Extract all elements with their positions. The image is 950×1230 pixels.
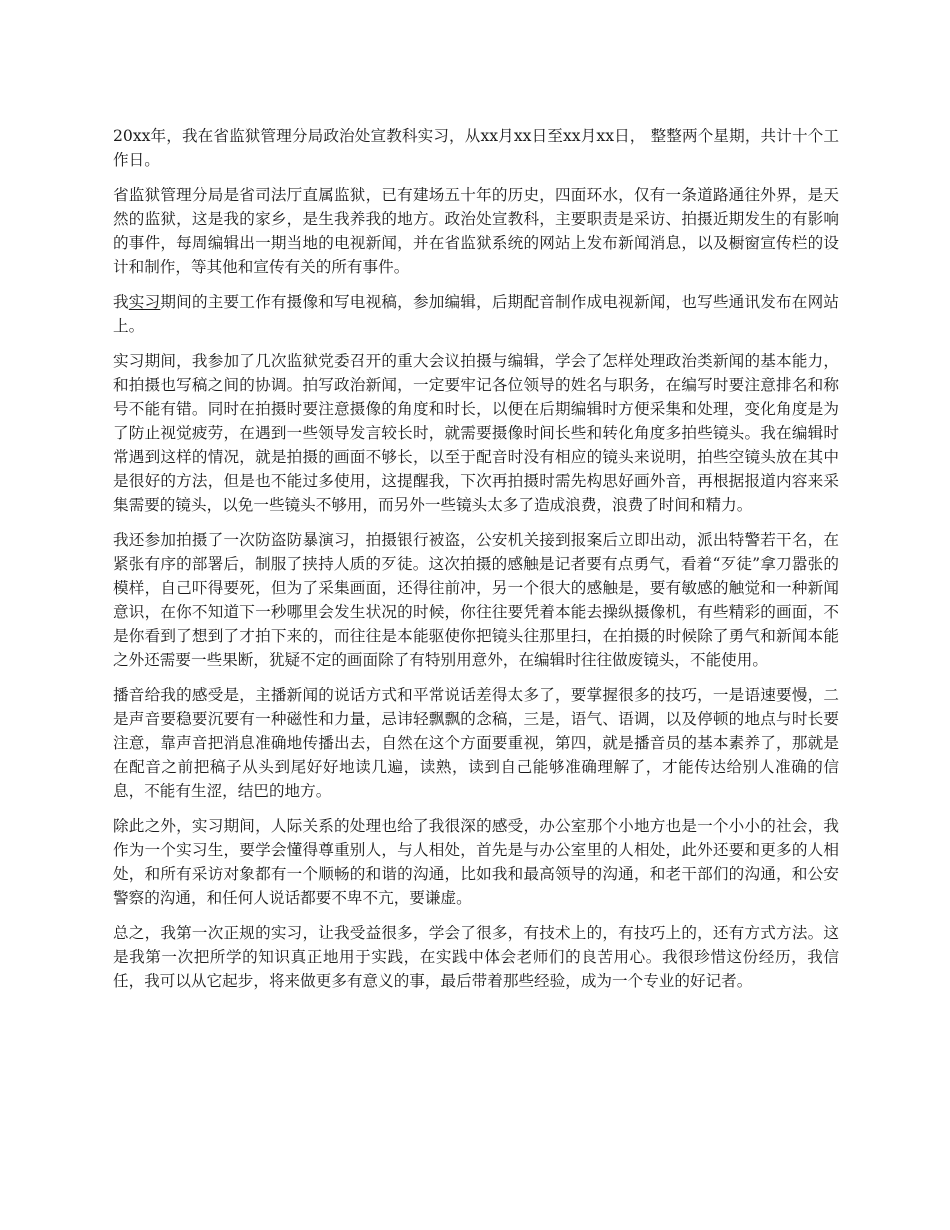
paragraph-3-rest: 期间的主要工作有摄像和写电视稿，参加编辑，后期配音制作成电视新闻，也写些通讯发布在网站上。: [113, 293, 839, 335]
document-body: [113, 124, 839, 1004]
paragraph-2: 省监狱管理分局是省司法厅直属监狱，已有建场五十年的历史，四面环水，仅有一条道路通往外界，是天然的监狱，这是我的家乡，是生我养我的地方。政治处宣教科，主要职责是采访、拍摄近期发生的有影响的事件，每周编辑出一期当地的电视新闻，并在省监狱系统的网站上发布新闻消息，以及橱窗宣传栏的设计和制作，等其他和宣传有关的所有事件。: [113, 186, 839, 276]
paragraph-3-lead: 我: [113, 293, 129, 311]
paragraph-3: [113, 290, 839, 338]
paragraph-6: 播音给我的感受是，主播新闻的说话方式和平常说话差得太多了，要掌握很多的技巧，一是语速要慢，二是声音要稳要沉要有一种磁性和力量，忌讳轻飘飘的念稿，三是，语气、语调，以及停顿的地点与时长要注意，靠声音把消息准确地传播出去，自然在这个方面要重视，第四，就是播音员的基本素养了，那就是在配音之前把稿子从头到尾好好地读几遍，读熟，读到自己能够准确理解了，才能传达给别人准确的信息，不能有生涩，结巴的地方。: [113, 686, 839, 800]
internship-link[interactable]: 实习: [128, 293, 161, 311]
paragraph-4: 实习期间，我参加了几次监狱党委召开的重大会议拍摄与编辑，学会了怎样处理政治类新闻的基本能力，和拍摄也写稿之间的协调。拍写政治新闻，一定要牢记各位领导的姓名与职务，在编写时要注意排名和称号不能有错。同时在拍摄时要注意摄像的角度和时长，以便在后期编辑时方便采集和处理，变化角度是为了防止视觉疲劳，在遇到一些领导发言较长时，就需要摄像时间长些和转化角度多拍些镜头。我在编辑时常遇到这样的情况，就是拍摄的画面不够长，以至于配音时没有相应的镜头来说明，拍些空镜头放在其中是很好的方法，但是也不能过多使用，这提醒我，下次再拍摄时需先构思好画外音，再根据报道内容来采集需要的镜头，以免一些镜头不够用，而另外一些镜头太多了造成浪费，浪费了时间和精力。: [113, 352, 839, 514]
paragraph-5: 我还参加拍摄了一次防盗防暴演习，拍摄银行被盗，公安机关接到报案后立即出动，派出特警若干名，在紧张有序的部署后，制服了挟持人质的歹徒。这次拍摄的感触是记者要有点勇气，看着“歹徒”拿刀嚣张的模样，自己吓得要死，但为了采集画面，还得往前冲，另一个很大的感触是，要有敏感的触觉和一种新闻意识，在你不知道下一秒哪里会发生状况的时候，你往往要凭着本能去操纵摄像机，有些精彩的画面，不是你看到了想到了才拍下来的，而往往是本能驱使你把镜头往那里扫，在拍摄的时候除了勇气和新闻本能之外还需要一些果断，犹疑不定的画面除了有特别用意外，在编辑时往往做废镜头，不能使用。: [113, 531, 839, 669]
paragraph-1: 20xx年，我在省监狱管理分局政治处宣教科实习，从xx月xx日至xx月xx日， 整整两个星期，共计十个工作日。: [113, 127, 839, 169]
paragraph-8: 总之，我第一次正规的实习，让我受益很多，学会了很多，有技术上的，有技巧上的，还有方式方法。这是我第一次把所学的知识真正地用于实践，在实践中体会老师们的良苦用心。我很珍惜这份经历，我信任，我可以从它起步，将来做更多有意义的事，最后带着那些经验，成为一个专业的好记者。: [113, 924, 839, 990]
paragraph-7: 除此之外，实习期间，人际关系的处理也给了我很深的感受，办公室那个小地方也是一个小小的社会，我作为一个实习生，要学会懂得尊重别人，与人相处，首先是与办公室里的人相处，此外还要和更多的人相处，和所有采访对象都有一个顺畅的和谐的沟通，比如我和最高领导的沟通，和老干部们的沟通，和公安警察的沟通，和任何人说话都要不卑不亢，要谦虚。: [113, 817, 839, 907]
